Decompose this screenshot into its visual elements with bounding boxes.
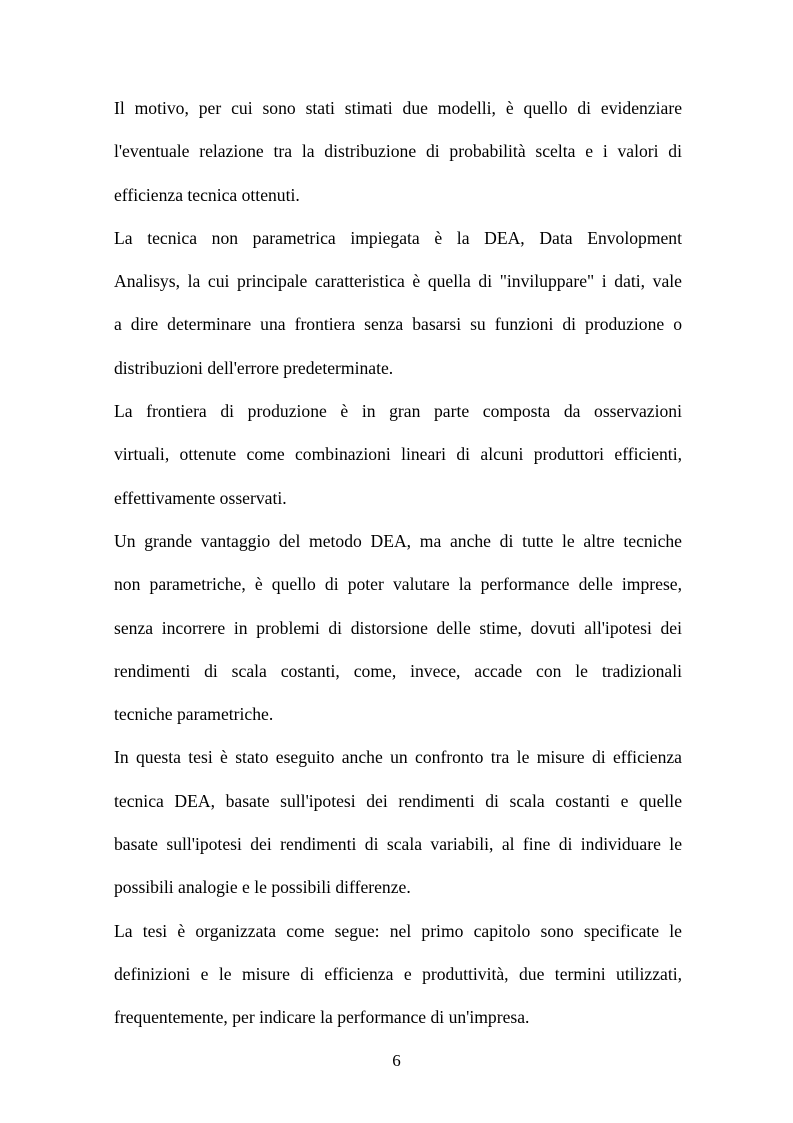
- text-line: frequentemente, per indicare la performance di un'impresa.: [114, 1007, 530, 1028]
- text-line: Analisys, la cui principale caratteristica è quella di "inviluppare" i dati, vale: [114, 271, 682, 292]
- text-line: efficienza tecnica ottenuti.: [114, 184, 300, 205]
- text-line: tecnica DEA, basate sull'ipotesi dei rendimenti di scala costanti e quelle: [114, 790, 682, 811]
- text-line: effettivamente osservati.: [114, 487, 287, 508]
- body-text: [114, 87, 682, 1040]
- text-line: l'eventuale relazione tra la distribuzione di probabilità scelta e i valori di: [114, 141, 682, 162]
- text-line: La tecnica non parametrica impiegata è la DEA, Data Envolopment: [114, 227, 682, 248]
- paragraph-4: [114, 520, 682, 736]
- text-line: basate sull'ipotesi dei rendimenti di scala variabili, al fine di individuare le: [114, 834, 682, 855]
- page-number: 6: [392, 1051, 401, 1070]
- text-line: definizioni e le misure di efficienza e produttività, due termini utilizzati,: [114, 963, 682, 984]
- text-line: virtuali, ottenute come combinazioni lineari di alcuni produttori efficienti,: [114, 444, 682, 465]
- text-line: In questa tesi è stato eseguito anche un confronto tra le misure di efficienza: [114, 747, 682, 768]
- text-line: tecniche parametriche.: [114, 704, 274, 725]
- text-line: rendimenti di scala costanti, come, invece, accade con le tradizionali: [114, 660, 682, 681]
- paragraph-2: [114, 217, 682, 390]
- text-line: Un grande vantaggio del metodo DEA, ma anche di tutte le altre tecniche: [114, 530, 682, 551]
- paragraph-3: [114, 390, 682, 520]
- text-line: Il motivo, per cui sono stati stimati due modelli, è quello di evidenziare: [114, 98, 682, 118]
- text-line: senza incorrere in problemi di distorsione delle stime, dovuti all'ipotesi dei: [114, 617, 682, 638]
- text-line: distribuzioni dell'errore predeterminate.: [114, 357, 394, 378]
- text-line: La tesi è organizzata come segue: nel primo capitolo sono specificate le: [114, 920, 682, 941]
- text-line: non parametriche, è quello di poter valutare la performance delle imprese,: [114, 574, 682, 595]
- paragraph-6: [114, 910, 682, 1040]
- text-line: La frontiera di produzione è in gran parte composta da osservazioni: [114, 401, 682, 422]
- text-line: possibili analogie e le possibili differenze.: [114, 877, 411, 898]
- text-line: a dire determinare una frontiera senza basarsi su funzioni di produzione o: [114, 314, 682, 335]
- paragraph-5: [114, 736, 682, 909]
- paragraph-1: [114, 87, 682, 217]
